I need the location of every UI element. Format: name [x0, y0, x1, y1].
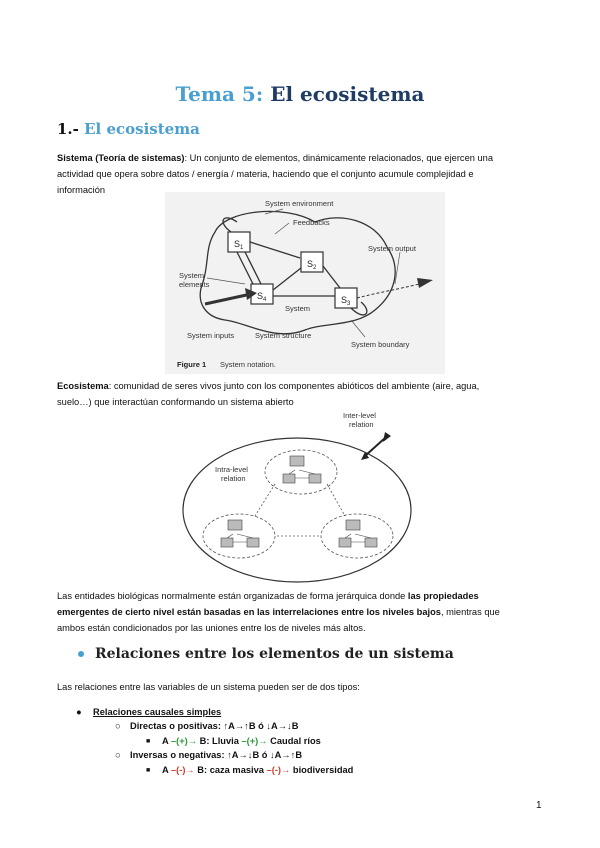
bullet-square-1: ■ — [146, 738, 151, 745]
label-intra-level-1: Intra-level — [215, 465, 248, 474]
label-system-inputs: System inputs — [187, 331, 235, 340]
causales-title: Relaciones causales simples — [93, 707, 222, 717]
s4-label: $S_4$ — [257, 291, 267, 303]
directas-example — [162, 734, 321, 749]
label-system: System — [285, 304, 311, 313]
inversas-ex-op1: –(-)→ — [170, 765, 195, 775]
title-prefix: Tema 5: — [175, 82, 264, 106]
inversas-ex-b: B: caza masiva — [194, 765, 267, 775]
label-inter-level-1: Inter-level — [343, 411, 376, 420]
directas-ex-op2: –(+)→ — [241, 736, 268, 746]
directas-ex-a: A — [162, 736, 171, 746]
section-number: 1.- — [57, 120, 79, 138]
label-system-environment: System environment — [265, 199, 334, 208]
inversas-label: Inversas o negativas: — [130, 750, 225, 760]
bullet-hollow-1: ○ — [115, 721, 121, 731]
s1-label: $S_1$ — [234, 239, 244, 251]
ecosistema-term: Ecosistema — [57, 381, 109, 391]
sistema-line-2: actividad que opera sobre datos / energía / materia, haciendo que el conjunto acumule complejidad e — [57, 169, 474, 179]
ecosistema-line-1: : comunidad de seres vivos junto con los componentes abióticos del ambiente (aire, agua, — [108, 381, 480, 391]
sistema-term: Sistema (Teoría de sistemas) — [57, 153, 185, 163]
section-bullet — [78, 651, 84, 657]
sistema-definition — [57, 150, 547, 198]
section-heading-ecosistema — [57, 120, 200, 138]
causales-item — [76, 705, 82, 720]
sistema-line-1: : Un conjunto de elementos, dinámicamente relacionados, que ejercen una — [184, 153, 494, 163]
directas-label: Directas o positivas: — [130, 721, 221, 731]
entidades-line-1b: las propiedades — [407, 591, 479, 601]
s2-label: $S_2$ — [307, 259, 317, 271]
inversas-example — [162, 763, 353, 778]
bullet-square-2: ■ — [146, 767, 151, 774]
inversas-rule: ↑A→↓B ó ↓A→↑B — [224, 750, 303, 760]
entidades-paragraph — [57, 588, 547, 636]
inter-level-arrow — [365, 438, 385, 456]
directas-ex-b: B: Lluvia — [197, 736, 242, 746]
label-feedbacks: Feedbacks — [293, 218, 330, 227]
entidades-line-2c: , mientras que — [440, 607, 500, 617]
entidades-line-1a: Las entidades biológicas normalmente están organizadas de forma jerárquica donde — [57, 591, 408, 601]
inversas-ex-c: biodiversidad — [290, 765, 354, 775]
page-title — [0, 82, 600, 106]
figure-caption-label: Figure 1 — [177, 360, 207, 369]
label-inter-level-2: relation — [349, 420, 374, 429]
entidades-line-3: ambos están condicionados por las uniones entre los de niveles más altos. — [57, 623, 366, 633]
sistema-line-3: información — [57, 185, 106, 195]
label-system-elements-2: elements — [179, 280, 210, 289]
page-number: 1 — [536, 800, 542, 811]
inversas-ex-op2: –(-)→ — [266, 765, 291, 775]
ecosistema-line-2: suelo…) que interactúan conformando un sistema abierto — [57, 397, 294, 407]
ecosistema-definition — [57, 378, 547, 410]
system-notation-figure — [165, 192, 445, 374]
directas-rule: ↑A→↑B ó ↓A→↓B — [220, 721, 299, 731]
title-main: El ecosistema — [270, 82, 425, 106]
hierarchy-figure — [175, 408, 415, 586]
relaciones-intro: Las relaciones entre las variables de un sistema pueden ser de dos tipos: — [57, 682, 360, 692]
section-title: El ecosistema — [84, 120, 200, 138]
s3-label: $S_3$ — [341, 295, 351, 307]
directas-ex-op1: –(+)→ — [170, 736, 198, 746]
section-heading-relaciones: Relaciones entre los elementos de un sistema — [95, 646, 454, 662]
label-system-boundary: System boundary — [351, 340, 410, 349]
label-intra-level-2: relation — [221, 474, 246, 483]
label-system-output: System output — [368, 244, 416, 253]
figure-caption-text: System notation. — [220, 360, 276, 369]
label-system-structure: System structure — [255, 331, 312, 340]
directas-row — [130, 719, 298, 734]
bullet-filled: ● — [76, 707, 82, 717]
directas-ex-c: Caudal ríos — [267, 736, 321, 746]
entidades-line-2b: emergentes de cierto nivel están basadas en las interrelaciones entre los niveles bajos — [57, 607, 441, 617]
bullet-hollow-2: ○ — [115, 750, 121, 760]
inversas-row — [130, 748, 302, 763]
label-system-elements-1: System — [179, 271, 205, 280]
inversas-ex-a: A — [162, 765, 171, 775]
